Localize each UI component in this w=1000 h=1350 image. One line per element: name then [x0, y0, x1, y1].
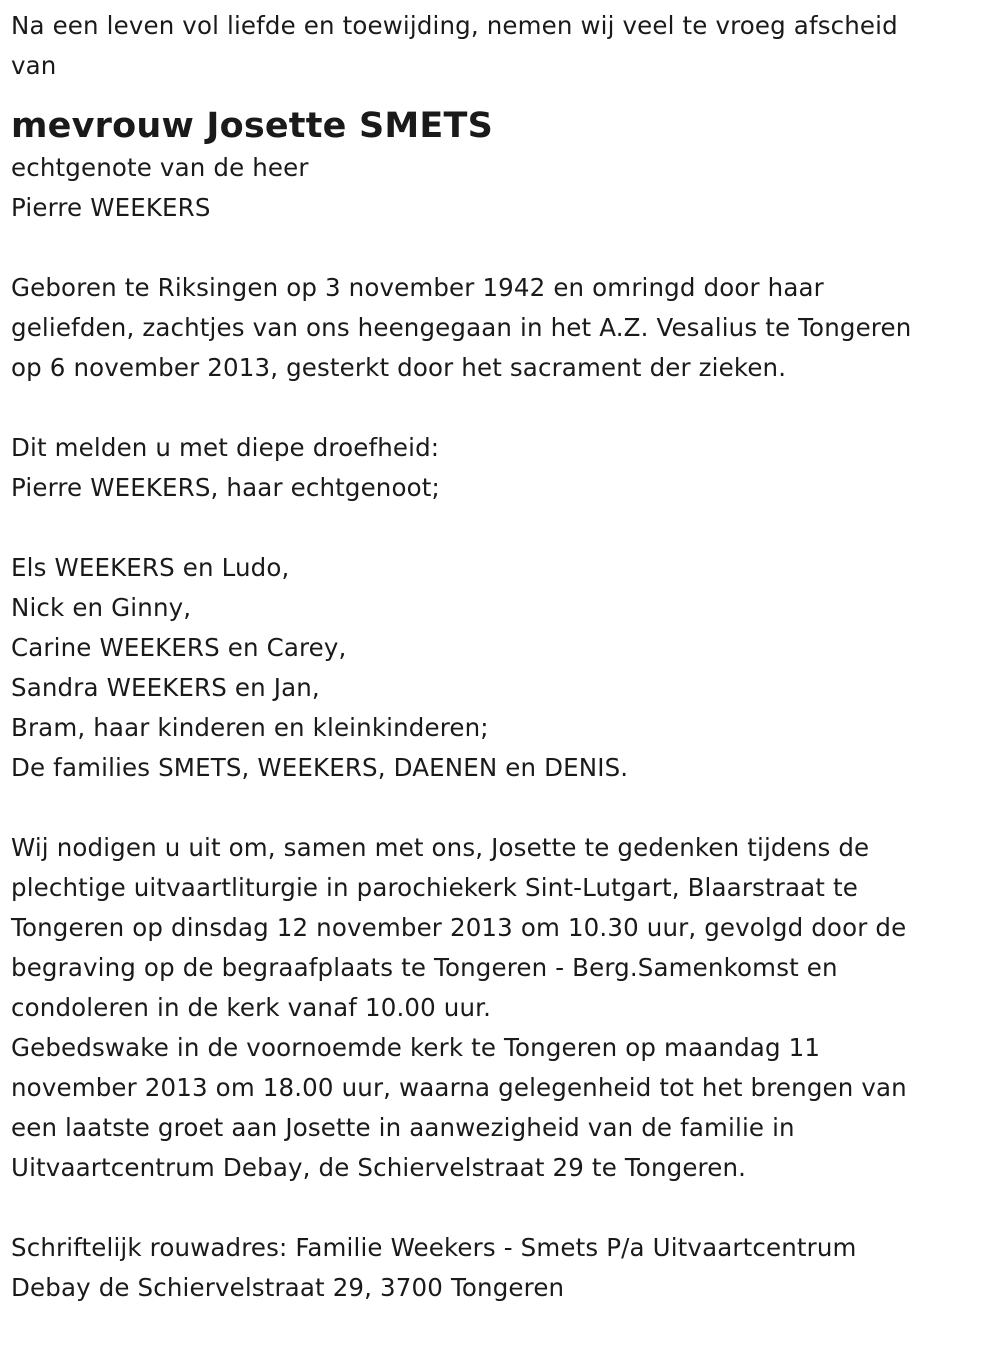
ceremony-line: begraving op de begraafplaats te Tongeren - Berg.Samenkomst en	[11, 953, 838, 982]
paragraph-gap	[11, 228, 986, 268]
family-line: Nick en Ginny,	[11, 593, 192, 622]
intro-paragraph	[11, 6, 986, 86]
intro-line: van	[11, 51, 57, 80]
ceremony-line: condoleren in de kerk vanaf 10.00 uur.	[11, 993, 492, 1022]
family-line: De families SMETS, WEEKERS, DAENEN en DENIS.	[11, 753, 629, 782]
address-line: Schriftelijk rouwadres: Familie Weekers - Smets P/a Uitvaartcentrum	[11, 1233, 857, 1262]
announce-line: Pierre WEEKERS, haar echtgenoot;	[11, 473, 440, 502]
spouse-paragraph	[11, 148, 986, 228]
family-line: Bram, haar kinderen en kleinkinderen;	[11, 713, 489, 742]
ceremony-line: Tongeren op dinsdag 12 november 2013 om 10.30 uur, gevolgd door de	[11, 913, 907, 942]
spouse-line: echtgenote van de heer	[11, 153, 309, 182]
ceremony-line: Uitvaartcentrum Debay, de Schiervelstraat 29 te Tongeren.	[11, 1153, 747, 1182]
ceremony-line: een laatste groet aan Josette in aanwezigheid van de familie in	[11, 1113, 795, 1142]
paragraph-gap	[11, 508, 986, 548]
family-line: Els WEEKERS en Ludo,	[11, 553, 290, 582]
announce-line: Dit melden u met diepe droefheid:	[11, 433, 440, 462]
birth-death-line: op 6 november 2013, gesterkt door het sacrament der zieken.	[11, 353, 787, 382]
spouse-line: Pierre WEEKERS	[11, 193, 211, 222]
paragraph-gap	[11, 1188, 986, 1228]
announce-paragraph	[11, 428, 986, 508]
address-paragraph	[11, 1228, 986, 1308]
address-line: Debay de Schiervelstraat 29, 3700 Tongeren	[11, 1273, 565, 1302]
birth-death-line: Geboren te Riksingen op 3 november 1942 en omringd door haar	[11, 273, 824, 302]
ceremony-line: november 2013 om 18.00 uur, waarna gelegenheid tot het brengen van	[11, 1073, 907, 1102]
family-paragraph	[11, 548, 986, 788]
ceremony-line: Wij nodigen u uit om, samen met ons, Josette te gedenken tijdens de	[11, 833, 870, 862]
birth-death-paragraph	[11, 268, 986, 388]
family-line: Carine WEEKERS en Carey,	[11, 633, 347, 662]
birth-death-line: geliefden, zachtjes van ons heengegaan in het A.Z. Vesalius te Tongeren	[11, 313, 912, 342]
paragraph-gap	[11, 388, 986, 428]
ceremony-line: Gebedswake in de voornoemde kerk te Tongeren op maandag 11	[11, 1033, 821, 1062]
ceremony-line: plechtige uitvaartliturgie in parochiekerk Sint-Lutgart, Blaarstraat te	[11, 873, 858, 902]
intro-line: Na een leven vol liefde en toewijding, nemen wij veel te vroeg afscheid	[11, 11, 898, 40]
deceased-name: mevrouw Josette SMETS	[11, 106, 494, 146]
family-line: Sandra WEEKERS en Jan,	[11, 673, 320, 702]
ceremony-paragraph	[11, 828, 986, 1188]
paragraph-gap	[11, 788, 986, 828]
